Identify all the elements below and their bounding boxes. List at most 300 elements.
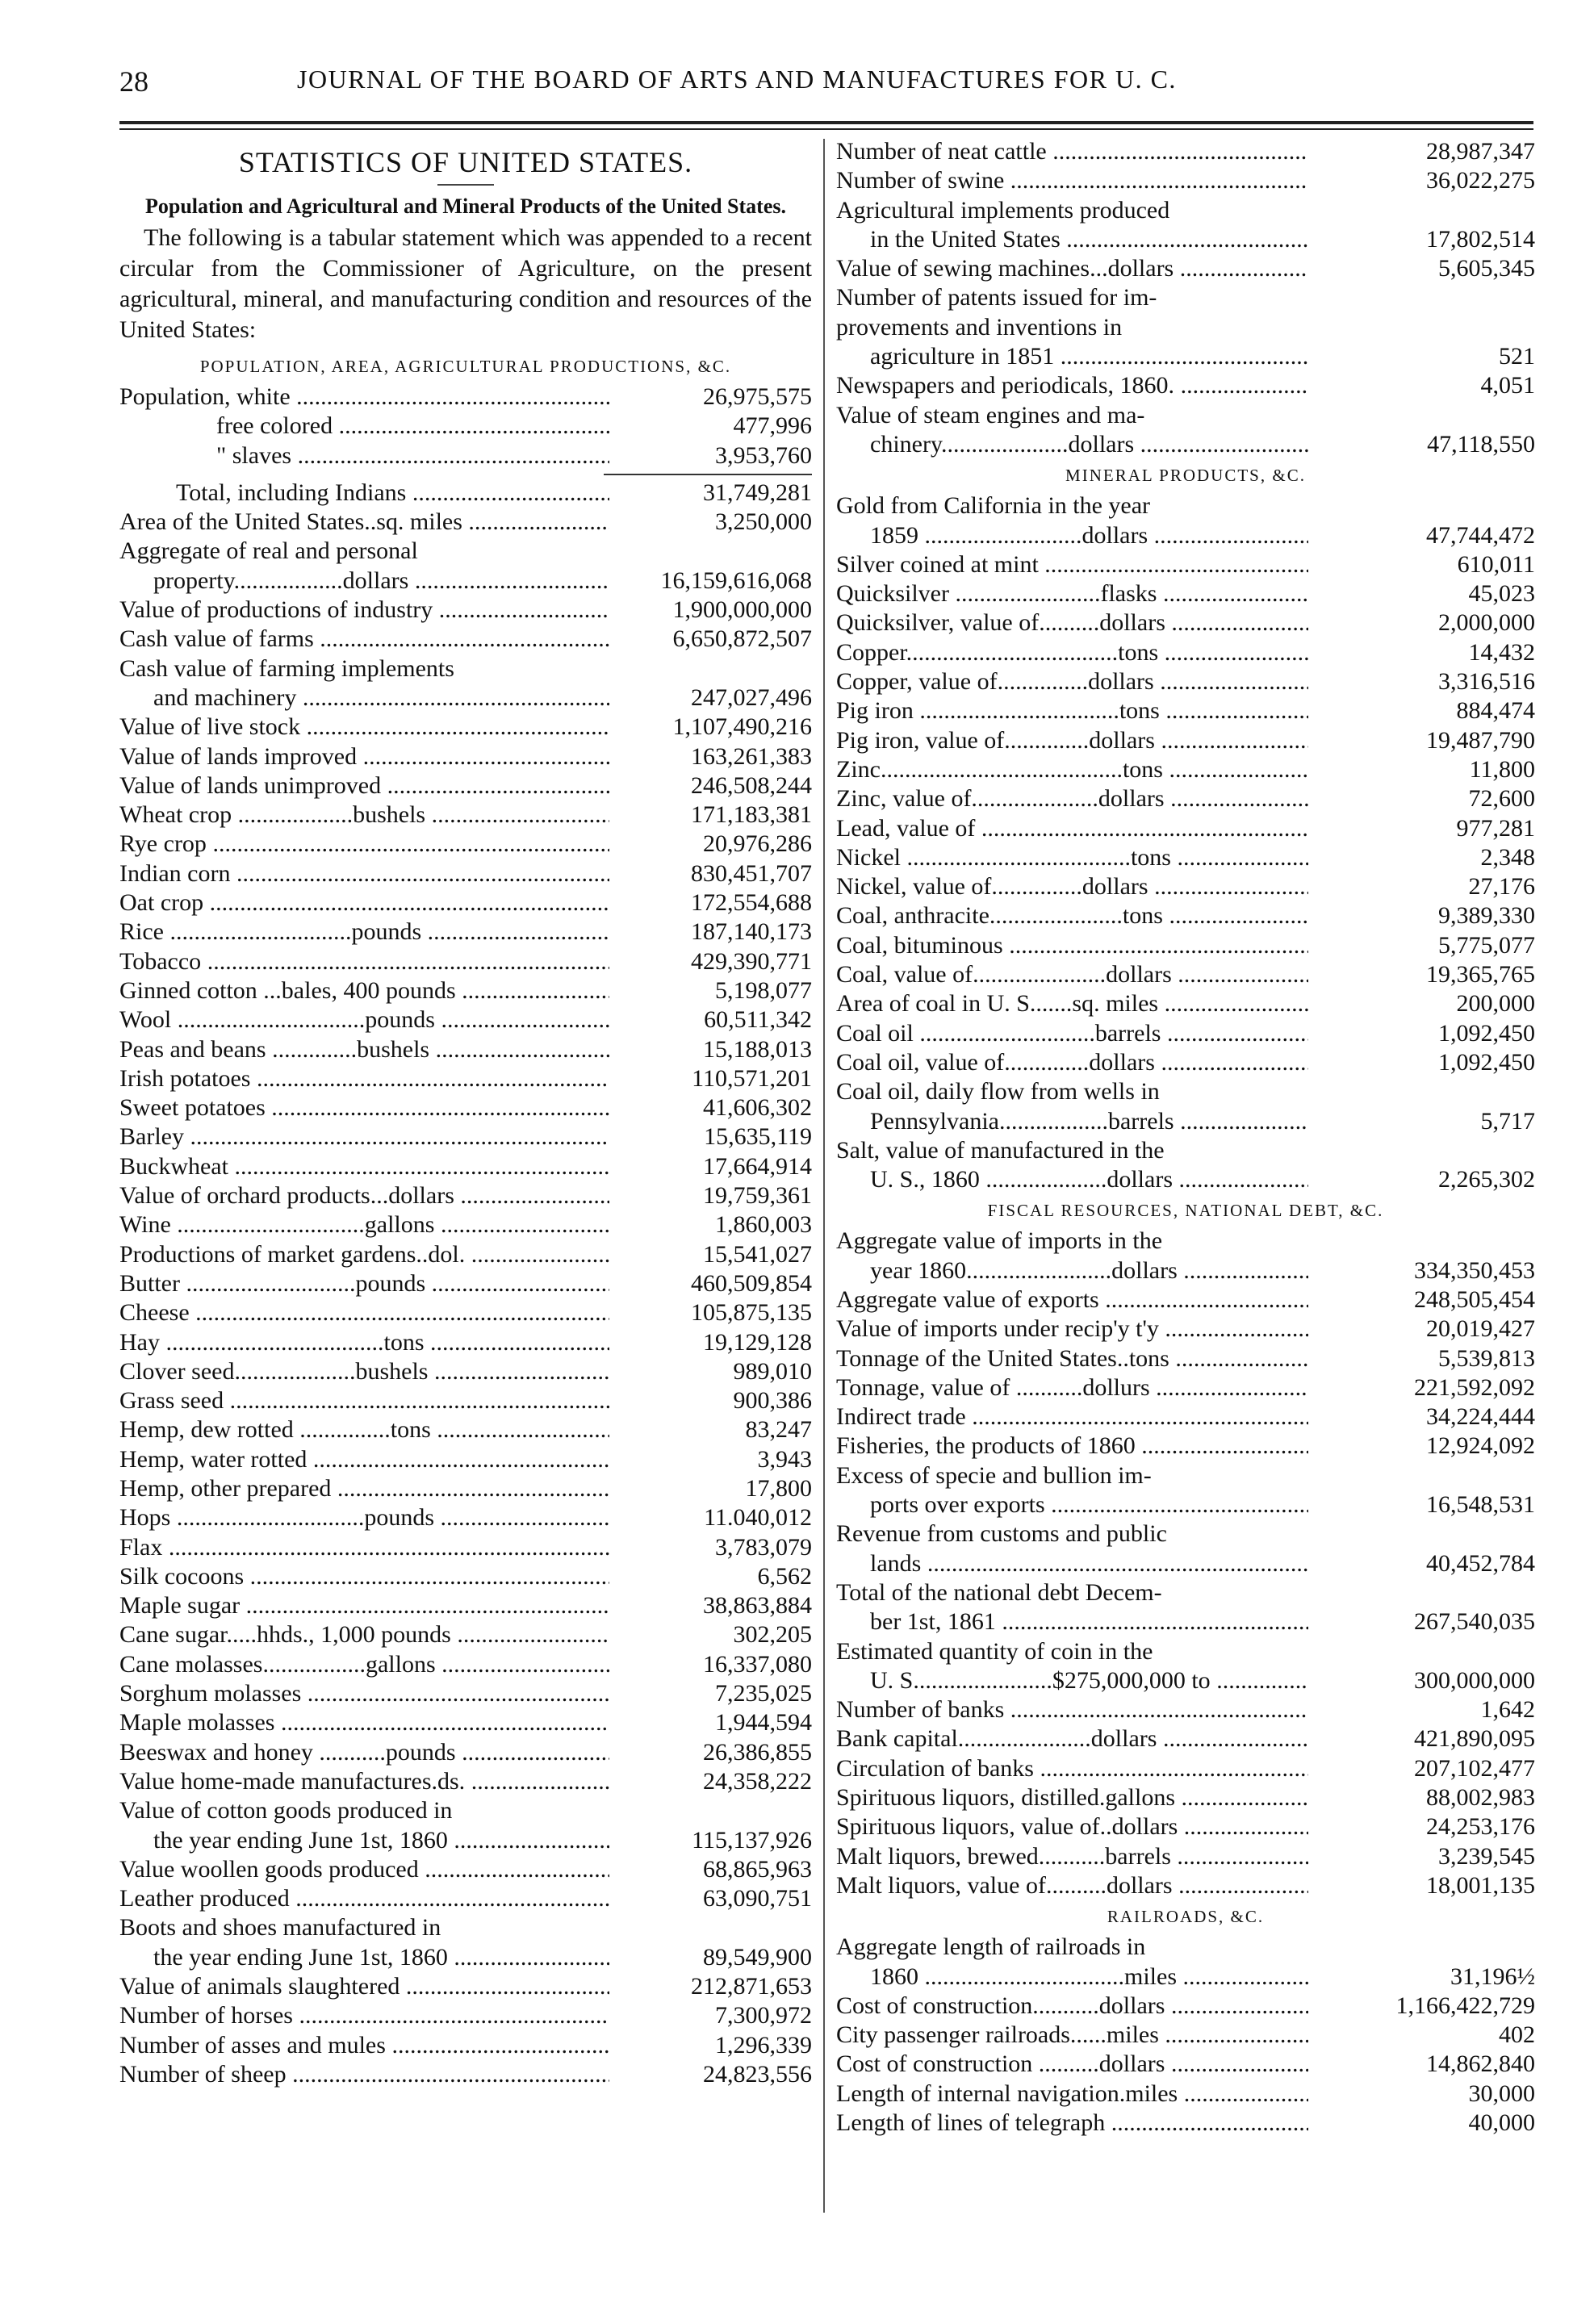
row-label: in the United States ..... (836, 225, 1308, 254)
table-row (119, 2031, 812, 2060)
table-row (119, 947, 812, 976)
row-value: 68,865,963 (703, 1855, 812, 1883)
row-value: 207,102,477 (1414, 1754, 1535, 1782)
row-value: 247,027,496 (691, 683, 812, 711)
row-label: Ginned cotton ...bales, 400 pounds ..... (119, 976, 609, 1005)
table-row (119, 800, 812, 830)
row-label: Buckwheat ..... (119, 1152, 609, 1181)
table-row (119, 1972, 812, 2001)
row-value: 402 (1499, 2021, 1535, 2049)
table-row (836, 1695, 1535, 1724)
row-label: Value of animals slaughtered ..... (119, 1972, 609, 2001)
row-value: 28,987,347 (1426, 138, 1535, 165)
table-row (119, 683, 812, 713)
row-label: U. S., 1860 ....................dollars ..... (836, 1165, 1308, 1194)
row-value: 3,953,760 (715, 441, 812, 469)
row-label: Quicksilver, value of..........dollars ..... (836, 608, 1308, 637)
row-value: 15,635,119 (704, 1123, 812, 1151)
row-value: 5,605,345 (1438, 255, 1535, 282)
row-label: Value of lands improved ..... (119, 742, 609, 771)
row-value: 2,000,000 (1438, 609, 1535, 637)
row-label: free colored ..... (119, 412, 609, 441)
row-label: Tonnage of the United States..tons ..... (836, 1344, 1308, 1373)
table-row (836, 2109, 1535, 2138)
row-value: 246,508,244 (691, 771, 812, 799)
row-value: 47,118,550 (1427, 430, 1535, 458)
table-row-heading: Number of patents issued for im- (836, 284, 1157, 311)
right-column (836, 137, 1535, 2138)
table-row (836, 755, 1535, 784)
row-value: 30,000 (1468, 2079, 1535, 2107)
table-row (119, 1943, 812, 1972)
row-label: Coal oil .............................barrels ..... (836, 1019, 1308, 1048)
row-value: 14,862,840 (1426, 2050, 1535, 2078)
row-value: 11.040,012 (704, 1504, 812, 1532)
row-label: Copper...................................tons ..... (836, 638, 1308, 667)
row-value: 477,996 (733, 412, 812, 440)
row-label: Value of productions of industry ..... (119, 596, 609, 625)
row-label: U. S.......................$275,000,000 to ..... (836, 1666, 1308, 1695)
row-label: Maple molasses ..... (119, 1708, 609, 1737)
table-row-heading: Gold from California in the year (836, 492, 1151, 520)
table-row (119, 1767, 812, 1796)
row-value: 45,023 (1468, 580, 1535, 608)
table-row (119, 2060, 812, 2089)
row-label: Population, white ..... (119, 382, 609, 412)
table-row (836, 342, 1535, 371)
table-row (119, 1328, 812, 1357)
article-intro: The following is a tabular statement which was appended to a recent circular from the Commissioner of Agriculture, on the present agricultural, mineral, and manufacturing condition and resources of the United States: (119, 224, 812, 343)
railroads-list (836, 1933, 1535, 2138)
table-row (836, 814, 1535, 843)
row-label: year 1860........................dollars ..... (836, 1256, 1308, 1285)
row-label: Number of sheep ..... (119, 2060, 609, 2089)
row-value: 1,900,000,000 (672, 596, 812, 624)
row-label: Coal oil, value of..............dollars ..... (836, 1048, 1308, 1077)
table-row (119, 771, 812, 800)
article-title: STATISTICS OF UNITED STATES. (238, 146, 693, 178)
row-label: Peas and beans ..............bushels ..... (119, 1035, 609, 1064)
table-row (836, 901, 1535, 930)
row-label: Indian corn ..... (119, 859, 609, 888)
row-value: 989,010 (733, 1357, 812, 1385)
section-heading-railroads: RAILROADS, &C. (1107, 1907, 1265, 1927)
row-value: 26,975,575 (703, 383, 812, 410)
table-row (836, 1256, 1535, 1285)
row-label: Copper, value of...............dollars ..... (836, 667, 1308, 696)
row-label: City passenger railroads......miles ..... (836, 2021, 1308, 2050)
table-row-heading: Value of steam engines and ma- (836, 401, 1145, 428)
row-value: 24,253,176 (1426, 1813, 1535, 1841)
row-value: 300,000,000 (1414, 1666, 1535, 1694)
table-row (119, 1562, 812, 1591)
table-row-heading: Aggregate value of imports in the (836, 1227, 1163, 1255)
row-label: Value of live stock ..... (119, 713, 609, 742)
row-label: Grass seed ..... (119, 1386, 609, 1415)
table-row (119, 1122, 812, 1152)
row-value: 267,540,035 (1414, 1608, 1535, 1636)
row-value: 1,092,450 (1438, 1019, 1535, 1047)
table-row (836, 1992, 1535, 2021)
row-value: 421,890,095 (1414, 1725, 1535, 1753)
row-value: 105,875,135 (691, 1299, 812, 1327)
row-label: Aggregate value of exports ..... (836, 1285, 1308, 1315)
row-label: Sorghum molasses ..... (119, 1679, 609, 1708)
table-row (119, 1826, 812, 1855)
row-value: 460,509,854 (691, 1269, 812, 1297)
table-row (119, 566, 812, 596)
table-row (836, 1048, 1535, 1077)
row-value: 9,389,330 (1438, 902, 1535, 930)
row-value: 41,606,302 (703, 1094, 812, 1122)
row-label: the year ending June 1st, 1860 ..... (119, 1826, 609, 1855)
row-label: Nickel .....................................tons ..... (836, 843, 1308, 872)
row-value: 521 (1499, 343, 1535, 370)
row-value: 24,358,222 (703, 1767, 812, 1795)
row-label: Lead, value of ..... (836, 814, 1308, 843)
left-column (119, 137, 812, 2089)
row-value: 2,348 (1480, 843, 1535, 871)
table-row (119, 1708, 812, 1737)
row-label: Spirituous liquors, value of..dollars ..... (836, 1812, 1308, 1841)
row-value: 6,562 (757, 1562, 812, 1590)
table-row (119, 1445, 812, 1474)
row-value: 27,176 (1468, 873, 1535, 901)
row-value: 83,247 (745, 1416, 812, 1444)
table-row (836, 521, 1535, 550)
row-value: 1,107,490,216 (672, 713, 812, 741)
row-label: Cost of construction ..........dollars ..... (836, 2050, 1308, 2079)
row-label: the year ending June 1st, 1860 ..... (119, 1943, 609, 1972)
table-row (836, 579, 1535, 608)
row-value: 2,265,302 (1438, 1166, 1535, 1193)
row-value: 63,090,751 (703, 1885, 812, 1912)
row-label: " slaves ..... (119, 441, 609, 470)
row-label: Coal, anthracite......................tons ..... (836, 901, 1308, 930)
column-divider (823, 139, 825, 2213)
table-row-heading: Aggregate of real and personal (119, 537, 418, 565)
section-heading-fiscal: FISCAL RESOURCES, NATIONAL DEBT, &C. (987, 1201, 1384, 1221)
row-value: 60,511,342 (704, 1006, 812, 1034)
row-value: 36,022,275 (1426, 167, 1535, 194)
row-label: Wine ...............................gallons ..... (119, 1210, 609, 1239)
row-label: Clover seed....................bushels ..... (119, 1357, 609, 1386)
table-row (836, 843, 1535, 872)
row-value: 7,235,025 (715, 1680, 812, 1707)
table-row (836, 254, 1535, 283)
table-row (836, 1549, 1535, 1578)
row-value: 3,316,516 (1438, 668, 1535, 696)
row-label: Quicksilver ........................flasks ..... (836, 579, 1308, 608)
row-value: 6,650,872,507 (672, 625, 812, 653)
table-row (119, 1474, 812, 1503)
row-label: 1859 ..........................dollars ..... (836, 521, 1308, 550)
row-label: Hemp, water rotted ..... (119, 1445, 609, 1474)
row-label: Productions of market gardens..dol. ..... (119, 1240, 609, 1269)
table-row-heading: Salt, value of manufactured in the (836, 1136, 1165, 1164)
row-value: 5,198,077 (715, 976, 812, 1004)
row-label: Tobacco ..... (119, 947, 609, 976)
table-row (119, 742, 812, 771)
row-label: lands ..... (836, 1549, 1308, 1578)
table-row (836, 1607, 1535, 1636)
table-row (119, 1738, 812, 1767)
row-label: Newspapers and periodicals, 1860. ..... (836, 371, 1308, 400)
population-list (119, 382, 812, 470)
row-value: 3,239,545 (1438, 1842, 1535, 1870)
row-label: agriculture in 1851 ..... (836, 342, 1308, 371)
table-row (836, 430, 1535, 459)
row-label: Hemp, other prepared ..... (119, 1474, 609, 1503)
row-label: Coal, value of......................dollars ..... (836, 960, 1308, 989)
table-row (119, 1240, 812, 1269)
row-value: 40,452,784 (1426, 1549, 1535, 1577)
row-value: 17,802,514 (1426, 225, 1535, 253)
table-row (836, 2050, 1535, 2079)
table-row-heading: Estimated quantity of coin in the (836, 1637, 1153, 1665)
row-label: Value of lands unimproved ..... (119, 771, 609, 800)
table-row (836, 989, 1535, 1018)
row-label: ber 1st, 1861 ..... (836, 1607, 1308, 1636)
table-row (836, 608, 1535, 637)
row-label: Value woollen goods produced ..... (119, 1855, 609, 1884)
row-value: 20,976,286 (703, 830, 812, 858)
table-row-heading: Boots and shoes manufactured in (119, 1914, 441, 1942)
row-value: 19,129,128 (703, 1328, 812, 1356)
title-dash (437, 184, 494, 186)
table-row (119, 1298, 812, 1327)
row-value: 7,300,972 (715, 2002, 812, 2029)
section-heading-population: POPULATION, AREA, AGRICULTURAL PRODUCTIONS, &C. (199, 357, 732, 376)
row-value: 11,800 (1469, 755, 1535, 783)
table-row (119, 1679, 812, 1708)
row-value: 248,505,454 (1414, 1285, 1535, 1313)
row-value: 1,944,594 (715, 1709, 812, 1737)
row-value: 115,137,926 (692, 1826, 812, 1854)
table-row (836, 960, 1535, 989)
article-subtitle: Population and Agricultural and Mineral Products of the United States. (144, 194, 786, 218)
row-label: Pig iron, value of..............dollars ..... (836, 726, 1308, 755)
row-value: 88,002,983 (1426, 1784, 1535, 1812)
table-row (119, 412, 812, 441)
row-value: 302,205 (733, 1621, 812, 1649)
table-row (119, 1064, 812, 1093)
page-header (119, 65, 1540, 113)
row-label: Hemp, dew rotted ...............tons ..... (119, 1415, 609, 1444)
table-row (119, 976, 812, 1005)
row-label: Value of sewing machines...dollars ..... (836, 254, 1308, 283)
row-value: 16,337,080 (703, 1650, 812, 1678)
row-value: 977,281 (1456, 814, 1535, 842)
row-value: 19,487,790 (1426, 726, 1535, 754)
row-value: 40,000 (1468, 2109, 1535, 2136)
row-label: Wool ...............................pounds ..... (119, 1005, 609, 1035)
row-value: 221,592,092 (1414, 1373, 1535, 1401)
row-value: 212,871,653 (691, 1973, 812, 2000)
row-value: 3,943 (757, 1445, 812, 1473)
table-row (836, 1373, 1535, 1402)
row-value: 187,140,173 (691, 918, 812, 946)
header-rule-thick (119, 121, 1533, 124)
table-row (119, 1035, 812, 1064)
table-row (119, 1884, 812, 1913)
row-label: Silk cocoons ..... (119, 1562, 609, 1591)
row-label: Nickel, value of...............dollars ..... (836, 872, 1308, 901)
table-row (836, 1666, 1535, 1695)
row-label: and machinery ..... (119, 683, 609, 713)
row-value: 19,759,361 (703, 1182, 812, 1210)
row-value: 24,823,556 (703, 2060, 812, 2088)
table-row (119, 1503, 812, 1532)
table-row (836, 667, 1535, 696)
table-row-heading: Excess of specie and bullion im- (836, 1461, 1152, 1489)
row-value: 3,250,000 (715, 508, 812, 536)
row-label: Wheat crop ...................bushels ..... (119, 800, 609, 830)
table-row (836, 1754, 1535, 1783)
table-row (119, 1386, 812, 1415)
row-value: 334,350,453 (1414, 1256, 1535, 1284)
row-label: Circulation of banks ..... (836, 1754, 1308, 1783)
row-label: Number of swine ..... (836, 166, 1308, 195)
row-label: Bank capital......................dollars ..... (836, 1724, 1308, 1753)
row-value: 16,159,616,068 (660, 566, 812, 594)
table-row (836, 371, 1535, 400)
row-label: Butter ............................pounds ..... (119, 1269, 609, 1298)
table-row (836, 784, 1535, 813)
table-row-heading: Total of the national debt Decem- (836, 1578, 1162, 1606)
row-label: Cane sugar.....hhds., 1,000 pounds ..... (119, 1620, 609, 1649)
table-row (119, 888, 812, 917)
row-value: 1,166,422,729 (1395, 1992, 1535, 2019)
table-row (119, 1855, 812, 1884)
row-label: Malt liquors, value of..........dollars ..... (836, 1871, 1308, 1900)
row-label: Length of lines of telegraph ..... (836, 2109, 1308, 2138)
table-row (119, 1093, 812, 1122)
table-row (119, 1005, 812, 1035)
fiscal-list (836, 1227, 1535, 1900)
row-label: Hay ....................................tons ..... (119, 1328, 609, 1357)
mineral-list (836, 491, 1535, 1194)
row-value: 429,390,771 (691, 947, 812, 975)
row-value: 4,051 (1480, 372, 1535, 399)
row-value: 1,860,003 (715, 1211, 812, 1239)
row-value: 15,188,013 (703, 1035, 812, 1063)
table-row (119, 1620, 812, 1649)
table-row (119, 625, 812, 654)
row-value: 14,432 (1468, 638, 1535, 666)
table-row (119, 382, 812, 412)
row-label: chinery.....................dollars ..... (836, 430, 1308, 459)
table-row (836, 1344, 1535, 1373)
row-value: 163,261,383 (691, 742, 812, 770)
table-row (119, 508, 812, 537)
row-value: 34,224,444 (1426, 1403, 1535, 1431)
row-value: 830,451,707 (691, 859, 812, 887)
agricultural-list (119, 508, 812, 2089)
row-label: Sweet potatoes ..... (119, 1093, 609, 1122)
row-label: Value home-made manufactures.ds. ..... (119, 1767, 609, 1796)
row-label: property..................dollars ..... (119, 566, 609, 596)
row-label: Barley ..... (119, 1122, 609, 1152)
row-label: Rye crop ..... (119, 830, 609, 859)
row-value: 17,800 (745, 1474, 812, 1502)
row-label: Zinc........................................tons ..... (836, 755, 1308, 784)
table-row-heading: provements and inventions in (836, 313, 1123, 341)
row-label: Leather produced ..... (119, 1884, 609, 1913)
table-row-heading: Value of cotton goods produced in (119, 1797, 453, 1825)
row-label: Cheese ..... (119, 1298, 609, 1327)
table-row (119, 1152, 812, 1181)
row-value: 26,386,855 (703, 1738, 812, 1766)
table-row (836, 1871, 1535, 1900)
row-label: 1860 .................................miles ..... (836, 1962, 1308, 1992)
row-value: 20,019,427 (1426, 1315, 1535, 1343)
row-value: 47,744,472 (1426, 521, 1535, 549)
row-label: Pennsylvania..................barrels ..... (836, 1107, 1308, 1136)
total-row (119, 479, 812, 508)
row-value: 5,717 (1480, 1107, 1535, 1135)
row-label: Number of horses ..... (119, 2001, 609, 2030)
row-value: 72,600 (1468, 785, 1535, 813)
row-label: Rice ..............................pounds ..... (119, 917, 609, 947)
row-label: Spirituous liquors, distilled.gallons ..... (836, 1783, 1308, 1812)
row-label: Number of neat cattle ..... (836, 137, 1308, 166)
row-label: Hops ...............................pounds ..... (119, 1503, 609, 1532)
row-value: 16,548,531 (1426, 1491, 1535, 1519)
table-row (119, 917, 812, 947)
table-row (836, 931, 1535, 960)
row-value: 38,863,884 (703, 1592, 812, 1620)
row-value: 5,775,077 (1438, 931, 1535, 959)
row-label: Area of coal in U. S.......sq. miles ..... (836, 989, 1308, 1018)
row-value: 18,001,135 (1426, 1871, 1535, 1899)
table-row (836, 1812, 1535, 1841)
table-row-heading: Coal oil, daily flow from wells in (836, 1078, 1160, 1106)
row-label: Silver coined at mint ..... (836, 550, 1308, 579)
page-number: 28 (119, 65, 149, 98)
table-row (836, 1962, 1535, 1992)
row-value: 1,092,450 (1438, 1048, 1535, 1076)
table-row (836, 225, 1535, 254)
table-row (119, 441, 812, 470)
row-label: Malt liquors, brewed...........barrels ..... (836, 1842, 1308, 1871)
table-row (119, 1591, 812, 1620)
table-row (836, 696, 1535, 725)
row-value: 15,541,027 (703, 1240, 812, 1268)
row-label: Length of internal navigation.miles ..... (836, 2079, 1308, 2109)
row-label: Pig iron .................................tons ..... (836, 696, 1308, 725)
table-row (836, 726, 1535, 755)
row-label: Oat crop ..... (119, 888, 609, 917)
row-label: Cost of construction...........dollars ..... (836, 1992, 1308, 2021)
row-label: Tonnage, value of ...........dollurs ..... (836, 1373, 1308, 1402)
table-row (836, 1724, 1535, 1753)
table-row (836, 1842, 1535, 1871)
row-label: Zinc, value of.....................dollars ..... (836, 784, 1308, 813)
table-row (836, 1285, 1535, 1315)
table-row (119, 596, 812, 625)
row-value: 200,000 (1456, 990, 1535, 1018)
row-label: Cash value of farms ..... (119, 625, 609, 654)
header-rule-thin (119, 128, 1533, 130)
table-row (119, 1181, 812, 1210)
row-value: 884,474 (1456, 697, 1535, 725)
table-row (119, 830, 812, 859)
table-row (836, 166, 1535, 195)
table-row (836, 2021, 1535, 2050)
row-value: 17,664,914 (703, 1152, 812, 1180)
table-row (836, 1165, 1535, 1194)
